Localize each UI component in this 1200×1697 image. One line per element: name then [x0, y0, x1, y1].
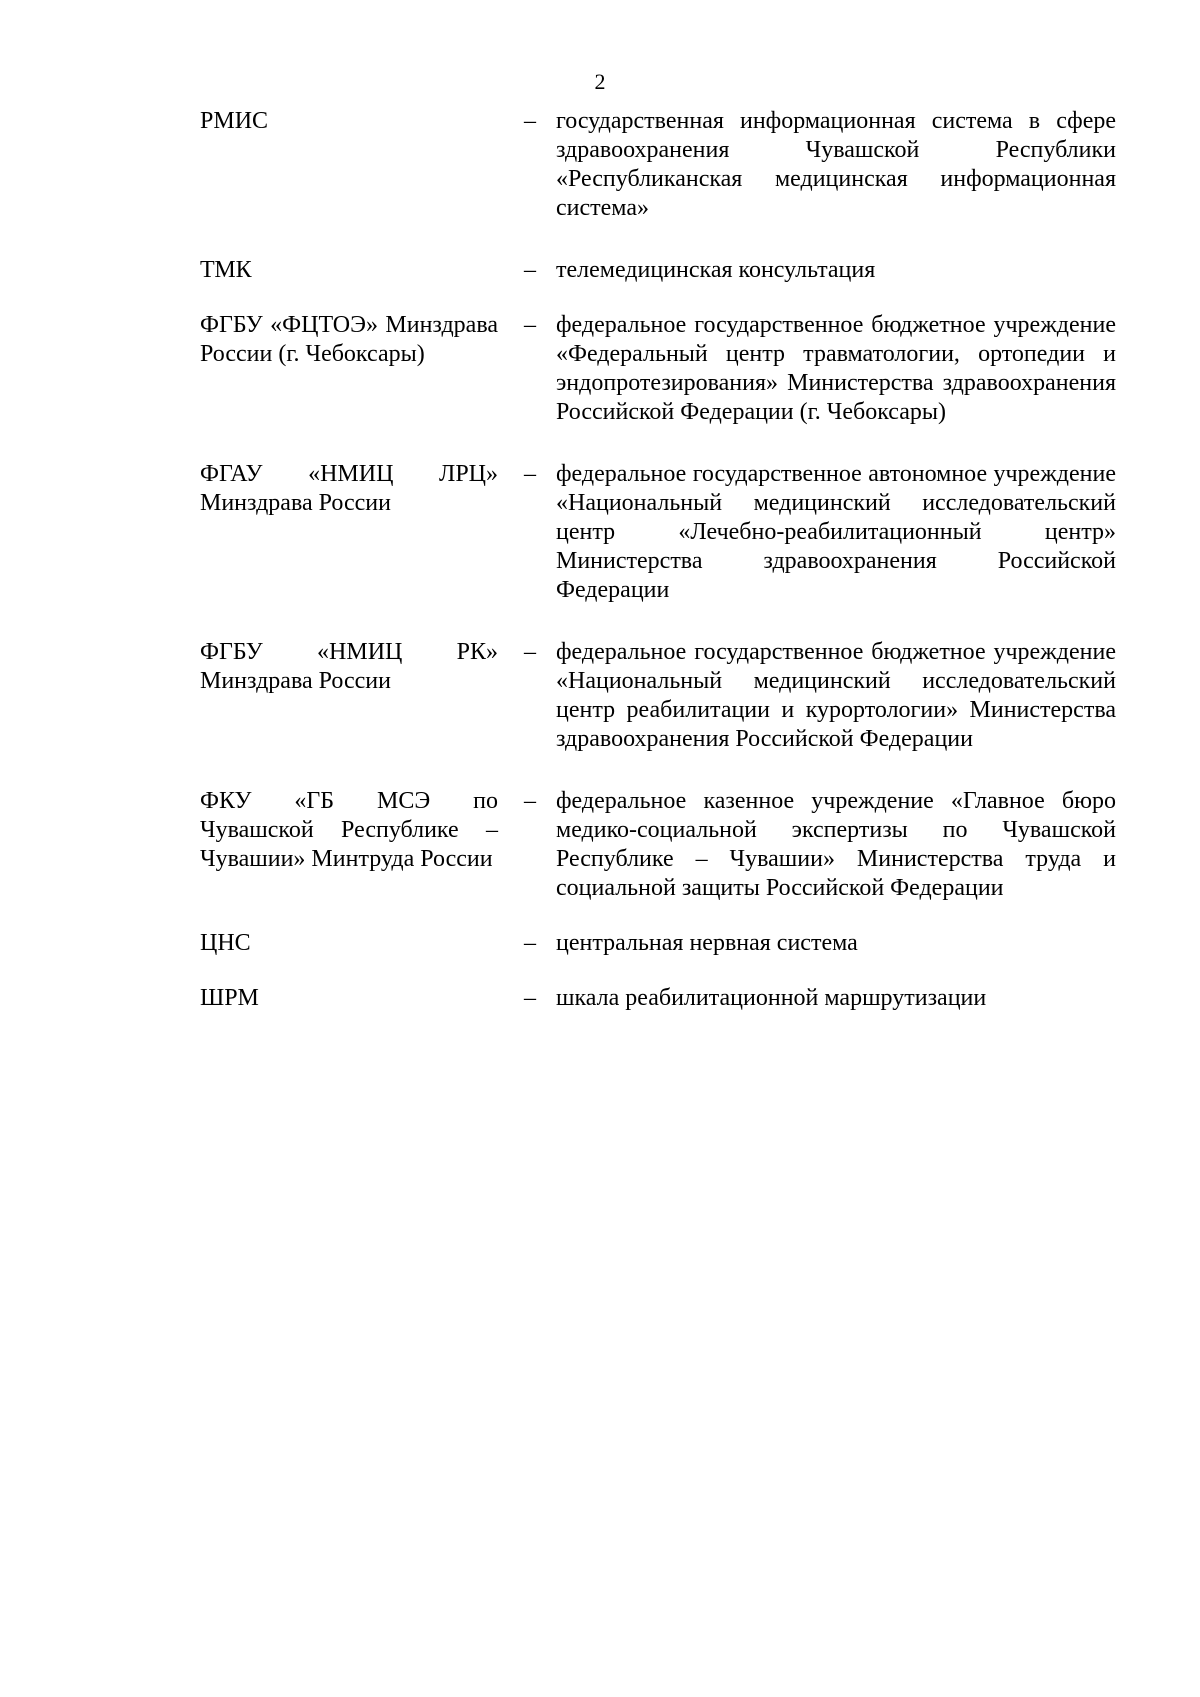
abbreviation-term: ФКУ «ГБ МСЭ по Чувашской Республике – Чувашии» Минтруда России: [200, 788, 498, 872]
abbreviation-row-fku-gb-mse: [200, 787, 1116, 903]
page-number: 2: [594, 69, 606, 94]
abbreviation-term: ТМК: [200, 257, 252, 283]
abbreviation-definition: федеральное государственное бюджетное учреждение «Национальный медицинский исследовательский центр реабилитации и курортологии» Министерства здравоохранения Российской Федерации: [556, 639, 1116, 752]
abbreviation-row-tmk: [200, 256, 1116, 285]
abbreviation-list: [200, 107, 1116, 1013]
abbreviation-definition: государственная информационная система в сфере здравоохранения Чувашской Республики «Республиканская медицинская информационная система»: [556, 108, 1116, 221]
abbreviation-term: ЦНС: [200, 930, 251, 956]
abbreviation-definition: федеральное государственное автономное учреждение «Национальный медицинский исследовательский центр «Лечебно-реабилитационный центр» Министерства здравоохранения Российской Федерации: [556, 461, 1116, 603]
abbreviation-row-fgbu-fctoe: [200, 311, 1116, 427]
dash-separator: –: [524, 257, 536, 283]
abbreviation-row-rmis: [200, 107, 1116, 223]
abbreviation-definition: шкала реабилитационной маршрутизации: [556, 985, 987, 1011]
abbreviation-term: ФГБУ «ФЦТОЭ» Минздрава России (г. Чебоксары): [200, 312, 498, 367]
dash-separator: –: [524, 985, 536, 1011]
abbreviation-term: РМИС: [200, 108, 269, 134]
abbreviation-definition: федеральное государственное бюджетное учреждение «Федеральный центр травматологии, ортопедии и эндопротезирования» Министерства здравоохранения Российской Федерации (г. Чебоксары): [556, 312, 1116, 425]
abbreviation-definition: центральная нервная система: [556, 930, 858, 956]
abbreviation-term: ШРМ: [200, 985, 259, 1011]
abbreviation-definition: федеральное казенное учреждение «Главное бюро медико-социальной экспертизы по Чувашской Республике – Чувашии» Министерства труда и социальной защиты Российской Федерации: [556, 788, 1116, 901]
dash-separator: –: [524, 461, 536, 487]
dash-separator: –: [524, 312, 536, 338]
abbreviation-definition: телемедицинская консультация: [556, 257, 876, 283]
abbreviation-term: ФГБУ «НМИЦ РК» Минздрава России: [200, 639, 498, 694]
abbreviation-row-cns: [200, 929, 1116, 958]
dash-separator: –: [524, 639, 536, 665]
abbreviation-row-shrm: [200, 984, 1116, 1013]
dash-separator: –: [524, 108, 536, 134]
dash-separator: –: [524, 788, 536, 814]
abbreviation-term: ФГАУ «НМИЦ ЛРЦ» Минздрава России: [200, 461, 498, 516]
abbreviation-row-fgbu-nmic-rk: [200, 638, 1116, 754]
dash-separator: –: [524, 930, 536, 956]
abbreviation-row-fgau-nmic-lrc: [200, 460, 1116, 605]
